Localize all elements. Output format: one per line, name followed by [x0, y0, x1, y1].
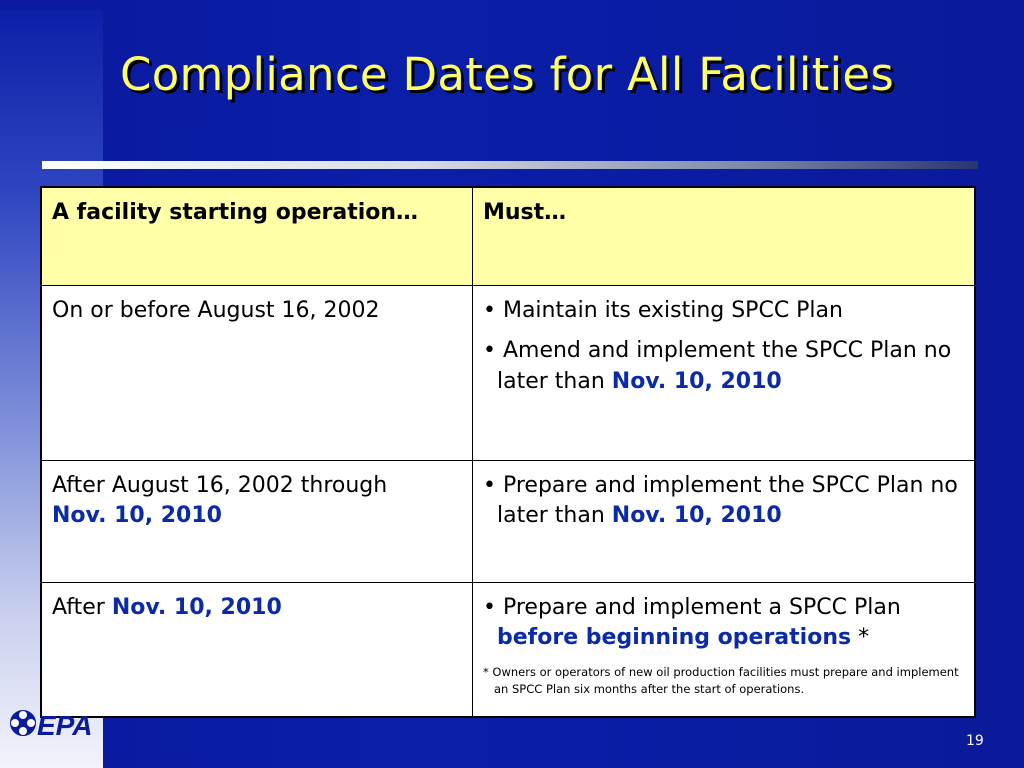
table-row	[41, 582, 975, 717]
epa-logo	[6, 706, 98, 740]
bullet-text: • Prepare and implement the SPCC Plan no later than	[483, 472, 958, 529]
epa-logo-text: EPA	[37, 710, 93, 740]
table-header-row	[41, 187, 975, 285]
cell-must	[473, 460, 976, 582]
page-number: 19	[966, 733, 984, 749]
bullet-item	[483, 296, 964, 327]
title-divider	[42, 161, 978, 169]
when-text: After August 16, 2002 through	[52, 472, 388, 498]
slide-title: Compliance Dates for All Facilities	[120, 48, 895, 101]
header-cell-must: Must…	[473, 187, 976, 285]
table-row	[41, 285, 975, 460]
cell-when	[41, 460, 473, 582]
date-highlight: Nov. 10, 2010	[52, 503, 222, 529]
compliance-table	[40, 186, 976, 718]
cell-when	[41, 582, 473, 717]
asterisk-mark: *	[851, 625, 870, 651]
when-text: After	[52, 594, 112, 620]
date-highlight: Nov. 10, 2010	[111, 594, 282, 620]
epa-flower-icon	[11, 711, 35, 735]
bullet-text: • Maintain its existing SPCC Plan	[483, 297, 843, 323]
date-highlight: Nov. 10, 2010	[611, 503, 782, 529]
bullet-item	[483, 336, 964, 398]
emphasis-highlight: before beginning operations	[497, 625, 852, 651]
bullet-item	[483, 471, 964, 533]
bullet-text: • Amend and implement the SPCC Plan no later than	[483, 338, 952, 395]
header-cell-facility: A facility starting operation…	[41, 187, 473, 285]
bullet-item	[483, 593, 964, 655]
table-row	[41, 460, 975, 582]
cell-must	[473, 582, 976, 717]
when-text: On or before August 16, 2002	[52, 297, 380, 323]
cell-when	[41, 285, 473, 460]
date-highlight: Nov. 10, 2010	[611, 369, 782, 395]
left-bar-top-strip	[0, 0, 103, 10]
footnote: * Owners or operators of new oil production facilities must prepare and implement an SPCC Plan six months after the start of operations.	[483, 665, 959, 696]
bullet-text: • Prepare and implement a SPCC Plan	[483, 594, 901, 620]
cell-must	[473, 285, 976, 460]
